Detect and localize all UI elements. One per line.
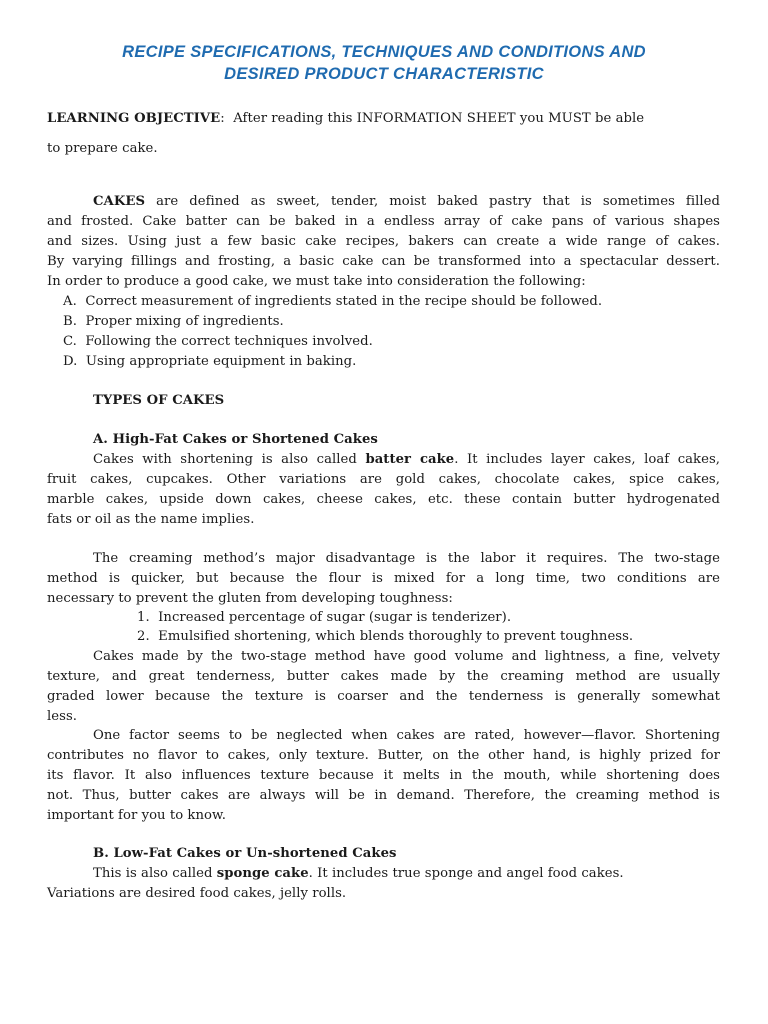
section-a-para4-line1: One factor seems to be neglected when cakes are rated, however—flavor. Shortening <box>93 728 720 743</box>
section-a-para4-line4: not. Thus, butter cakes are always will be in demand. Therefore, the creaming method is <box>47 788 720 803</box>
section-a-para1-line2: fruit cakes, cupcakes. Other variations are gold cakes, chocolate cakes, spice cakes, <box>47 472 720 487</box>
section-a-para3-line1: Cakes made by the two-stage method have good volume and lightness, a fine, velvety <box>93 649 720 664</box>
section-a-para4-line3: its flavor. It also influences texture because it melts in the mouth, while shortening does <box>47 768 720 783</box>
list-marker: 2. <box>137 629 150 644</box>
types-of-cakes-heading: TYPES OF CAKES <box>93 393 225 408</box>
list-text: Increased percentage of sugar (sugar is tenderizer). <box>158 610 512 625</box>
section-a-para4-line5: important for you to know. <box>47 808 227 823</box>
list-marker: B. <box>63 314 77 329</box>
section-a-para2-line1: The creaming method’s major disadvantage is the labor it requires. The two-stage <box>93 551 720 566</box>
section-a-para1-line4: fats or oil as the name implies. <box>47 512 255 527</box>
learning-objective-line <box>47 111 644 126</box>
section-b-para1-line2: Variations are desired food cakes, jelly rolls. <box>47 886 347 901</box>
section-a-para4-line2: contributes no flavor to cakes, only texture. Butter, on the other hand, is highly prized for <box>47 748 720 763</box>
list-text: Following the correct techniques involved. <box>85 334 373 349</box>
section-a-para2-line3: necessary to prevent the gluten from developing toughness: <box>47 591 453 606</box>
list-item <box>137 629 633 644</box>
section-a-para3-line2: texture, and great tenderness, butter cakes made by the creaming method are usually <box>47 669 720 684</box>
intro-line-1 <box>93 194 720 209</box>
intro-line-5: In order to produce a good cake, we must take into consideration the following: <box>47 274 586 289</box>
intro-line-3: and sizes. Using just a few basic cake recipes, bakers can create a wide range of cakes. <box>47 234 720 249</box>
section-a-para2-line2: method is quicker, but because the flour is mixed for a long time, two conditions are <box>47 571 720 586</box>
document-title-line-1: RECIPE SPECIFICATIONS, TECHNIQUES AND CONDITIONS AND <box>122 43 646 61</box>
list-marker: A. <box>63 294 77 309</box>
text-segment: This is also called <box>93 866 213 881</box>
section-a-heading: A. High-Fat Cakes or Shortened Cakes <box>93 432 378 447</box>
list-item <box>63 314 284 329</box>
list-text: Emulsified shortening, which blends thoroughly to prevent toughness. <box>158 629 634 644</box>
section-b-heading: B. Low-Fat Cakes or Un-shortened Cakes <box>93 846 397 861</box>
list-marker: C. <box>63 334 77 349</box>
list-marker: D. <box>63 354 78 369</box>
section-a-para1-line3: marble cakes, upside down cakes, cheese cakes, etc. these contain butter hydrogenated <box>47 492 720 507</box>
intro-line-4: By varying fillings and frosting, a basic cake can be transformed into a spectacular dessert. <box>47 254 720 269</box>
cakes-term: CAKES <box>93 194 146 209</box>
section-a-para3-line4: less. <box>47 709 77 724</box>
list-text: Correct measurement of ingredients stated in the recipe should be followed. <box>85 294 603 309</box>
sponge-cake-term: sponge cake <box>216 866 309 881</box>
learning-objective-colon: : <box>220 111 225 126</box>
intro-line-1-text: are defined as sweet, tender, moist baked pastry that is sometimes filled <box>156 194 721 209</box>
learning-objective-text: After reading this INFORMATION SHEET you MUST be able <box>233 111 645 126</box>
list-text: Proper mixing of ingredients. <box>85 314 284 329</box>
text-segment: Cakes with shortening is also called <box>93 452 357 467</box>
section-b-para1-line1 <box>93 866 624 881</box>
list-marker: 1. <box>137 610 150 625</box>
learning-objective-label: LEARNING OBJECTIVE <box>47 111 221 126</box>
section-a-para1-line1 <box>93 452 720 467</box>
list-item <box>63 294 602 309</box>
list-item <box>63 334 373 349</box>
text-segment: . It includes layer cakes, loaf cakes, <box>454 452 721 467</box>
list-item <box>137 610 511 625</box>
list-item <box>63 354 356 369</box>
text-segment: . It includes true sponge and angel food cakes. <box>308 866 624 881</box>
intro-line-2: and frosted. Cake batter can be baked in a endless array of cake pans of various shapes <box>47 214 720 229</box>
list-text: Using appropriate equipment in baking. <box>85 354 357 369</box>
learning-objective-text-cont: to prepare cake. <box>47 141 158 156</box>
section-a-para3-line3: graded lower because the texture is coarser and the tenderness is generally somewhat <box>47 689 720 704</box>
batter-cake-term: batter cake <box>365 452 455 467</box>
document-title-line-2: DESIRED PRODUCT CHARACTERISTIC <box>224 65 544 83</box>
